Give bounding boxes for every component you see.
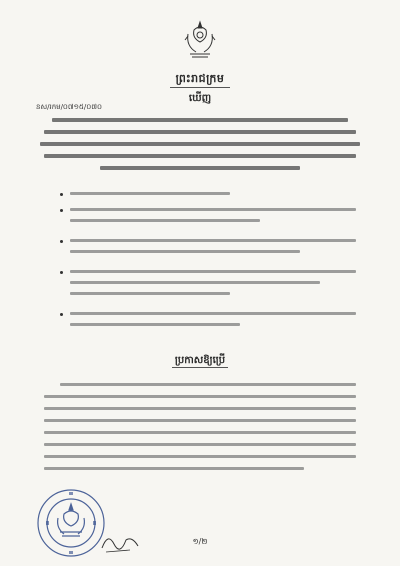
list-item-cont [70, 250, 300, 253]
text-line [44, 130, 356, 134]
text-line [44, 407, 356, 410]
text-line [100, 166, 300, 170]
list-item-cont [70, 323, 240, 326]
section-heading: ប្រកាសឱ្យប្រើ [174, 355, 226, 366]
text-line [44, 419, 356, 422]
page-number: ១/២ [192, 537, 208, 546]
list-item [70, 312, 356, 315]
list-item [70, 270, 356, 273]
text-line [44, 467, 304, 470]
title-underline [170, 87, 230, 88]
text-line [44, 443, 356, 446]
text-line [44, 395, 356, 398]
list-item-cont [70, 219, 260, 222]
list-item-cont [70, 281, 320, 284]
bullet-marker [60, 271, 63, 274]
bullet-marker [60, 209, 63, 212]
text-line [40, 142, 360, 146]
text-line [44, 455, 356, 458]
document-title: ព្រះរាជក្រម [175, 72, 225, 85]
list-item [70, 239, 356, 242]
list-item [70, 208, 356, 211]
text-line [44, 154, 356, 158]
text-line [44, 431, 356, 434]
text-line [52, 118, 348, 122]
bullet-marker [60, 313, 63, 316]
list-item [70, 192, 230, 195]
reference-number: នស/រកម/០៧១៥/០៧០ [36, 103, 102, 111]
section-underline [172, 367, 228, 368]
royal-crest-icon [182, 20, 218, 60]
bullet-marker [60, 193, 63, 196]
document-subtitle: ឃើញ [188, 93, 212, 104]
text-line [60, 383, 356, 386]
bullet-marker [60, 240, 63, 243]
list-item-cont [70, 292, 230, 295]
